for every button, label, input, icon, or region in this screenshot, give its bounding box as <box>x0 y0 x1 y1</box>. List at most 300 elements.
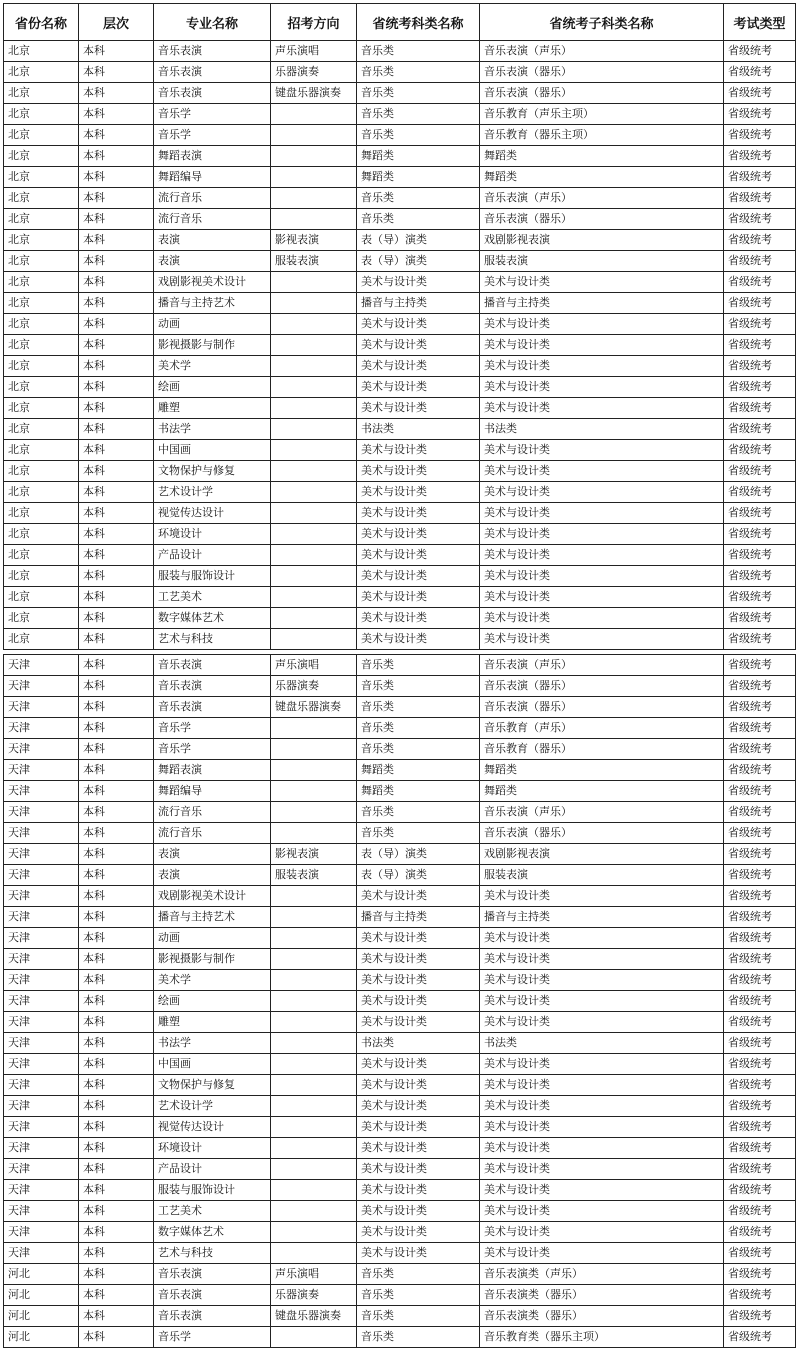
cell-category: 美术与设计类 <box>357 928 480 949</box>
cell-direction: 键盘乐器演奏 <box>271 697 357 718</box>
table-row <box>4 209 796 230</box>
cell-exam-type: 省级统考 <box>724 230 796 251</box>
cell-subcategory: 音乐表演（器乐） <box>480 823 724 844</box>
cell-province: 天津 <box>4 781 79 802</box>
cell-subcategory: 舞蹈类 <box>480 167 724 188</box>
table-row <box>4 251 796 272</box>
cell-province: 天津 <box>4 1075 79 1096</box>
cell-direction: 乐器演奏 <box>271 1285 357 1306</box>
cell-major: 舞蹈编导 <box>154 781 271 802</box>
cell-category: 美术与设计类 <box>357 1138 480 1159</box>
cell-level: 本科 <box>79 1054 154 1075</box>
cell-direction <box>271 608 357 629</box>
cell-subcategory: 美术与设计类 <box>480 1138 724 1159</box>
cell-category: 音乐类 <box>357 655 480 676</box>
cell-major: 戏剧影视美术设计 <box>154 886 271 907</box>
cell-level: 本科 <box>79 293 154 314</box>
cell-level: 本科 <box>79 991 154 1012</box>
table-row <box>4 587 796 608</box>
cell-major: 流行音乐 <box>154 802 271 823</box>
cell-direction <box>271 1033 357 1054</box>
cell-level: 本科 <box>79 1306 154 1327</box>
cell-province: 天津 <box>4 844 79 865</box>
cell-direction <box>271 440 357 461</box>
cell-category: 美术与设计类 <box>357 1201 480 1222</box>
cell-exam-type: 省级统考 <box>724 566 796 587</box>
cell-direction <box>271 566 357 587</box>
cell-subcategory: 美术与设计类 <box>480 356 724 377</box>
cell-direction <box>271 1096 357 1117</box>
cell-province: 天津 <box>4 886 79 907</box>
cell-category: 音乐类 <box>357 1264 480 1285</box>
cell-exam-type: 省级统考 <box>724 272 796 293</box>
cell-direction <box>271 1159 357 1180</box>
cell-direction <box>271 629 357 650</box>
cell-subcategory: 美术与设计类 <box>480 587 724 608</box>
cell-province: 北京 <box>4 251 79 272</box>
cell-category: 舞蹈类 <box>357 781 480 802</box>
cell-level: 本科 <box>79 461 154 482</box>
cell-category: 舞蹈类 <box>357 167 480 188</box>
cell-subcategory: 美术与设计类 <box>480 608 724 629</box>
table-row <box>4 377 796 398</box>
cell-level: 本科 <box>79 419 154 440</box>
cell-major: 产品设计 <box>154 1159 271 1180</box>
cell-category: 音乐类 <box>357 697 480 718</box>
cell-exam-type: 省级统考 <box>724 146 796 167</box>
cell-direction: 声乐演唱 <box>271 41 357 62</box>
cell-level: 本科 <box>79 844 154 865</box>
cell-major: 雕塑 <box>154 1012 271 1033</box>
cell-subcategory: 书法类 <box>480 419 724 440</box>
cell-exam-type: 省级统考 <box>724 949 796 970</box>
cell-category: 表（导）演类 <box>357 230 480 251</box>
cell-subcategory: 美术与设计类 <box>480 398 724 419</box>
cell-category: 音乐类 <box>357 1327 480 1348</box>
cell-direction: 服装表演 <box>271 865 357 886</box>
cell-level: 本科 <box>79 41 154 62</box>
cell-level: 本科 <box>79 655 154 676</box>
cell-category: 美术与设计类 <box>357 440 480 461</box>
cell-direction <box>271 970 357 991</box>
cell-major: 文物保护与修复 <box>154 1075 271 1096</box>
cell-exam-type: 省级统考 <box>724 781 796 802</box>
cell-province: 天津 <box>4 1012 79 1033</box>
cell-exam-type: 省级统考 <box>724 1222 796 1243</box>
cell-exam-type: 省级统考 <box>724 62 796 83</box>
cell-level: 本科 <box>79 907 154 928</box>
cell-level: 本科 <box>79 125 154 146</box>
cell-category: 美术与设计类 <box>357 1243 480 1264</box>
cell-subcategory: 美术与设计类 <box>480 1096 724 1117</box>
cell-category: 表（导）演类 <box>357 865 480 886</box>
cell-subcategory: 音乐表演（器乐） <box>480 209 724 230</box>
cell-subcategory: 美术与设计类 <box>480 566 724 587</box>
cell-subcategory: 音乐表演（声乐） <box>480 41 724 62</box>
cell-direction <box>271 760 357 781</box>
cell-level: 本科 <box>79 62 154 83</box>
cell-major: 环境设计 <box>154 1138 271 1159</box>
cell-level: 本科 <box>79 104 154 125</box>
table-row <box>4 655 796 676</box>
cell-level: 本科 <box>79 1075 154 1096</box>
cell-major: 表演 <box>154 230 271 251</box>
cell-exam-type: 省级统考 <box>724 293 796 314</box>
table-row <box>4 1075 796 1096</box>
cell-province: 天津 <box>4 991 79 1012</box>
cell-major: 服装与服饰设计 <box>154 566 271 587</box>
table-row <box>4 991 796 1012</box>
cell-major: 中国画 <box>154 1054 271 1075</box>
cell-province: 北京 <box>4 104 79 125</box>
cell-exam-type: 省级统考 <box>724 440 796 461</box>
cell-subcategory: 美术与设计类 <box>480 1117 724 1138</box>
cell-major: 美术学 <box>154 356 271 377</box>
cell-major: 影视摄影与制作 <box>154 335 271 356</box>
cell-level: 本科 <box>79 1285 154 1306</box>
cell-exam-type: 省级统考 <box>724 991 796 1012</box>
cell-category: 播音与主持类 <box>357 293 480 314</box>
cell-major: 动画 <box>154 314 271 335</box>
cell-exam-type: 省级统考 <box>724 718 796 739</box>
cell-major: 书法学 <box>154 1033 271 1054</box>
cell-level: 本科 <box>79 1096 154 1117</box>
cell-direction <box>271 398 357 419</box>
cell-subcategory: 美术与设计类 <box>480 1180 724 1201</box>
cell-province: 天津 <box>4 928 79 949</box>
cell-exam-type: 省级统考 <box>724 41 796 62</box>
cell-subcategory: 美术与设计类 <box>480 272 724 293</box>
cell-exam-type: 省级统考 <box>724 356 796 377</box>
header-row <box>4 4 796 41</box>
cell-major: 表演 <box>154 251 271 272</box>
table-row <box>4 524 796 545</box>
cell-subcategory: 美术与设计类 <box>480 1243 724 1264</box>
cell-province: 天津 <box>4 1138 79 1159</box>
header-subcategory: 省统考子科类名称 <box>480 4 724 41</box>
table-row <box>4 62 796 83</box>
cell-province: 北京 <box>4 356 79 377</box>
cell-exam-type: 省级统考 <box>724 335 796 356</box>
cell-subcategory: 美术与设计类 <box>480 1222 724 1243</box>
cell-direction <box>271 293 357 314</box>
cell-category: 播音与主持类 <box>357 907 480 928</box>
cell-major: 环境设计 <box>154 524 271 545</box>
table-row <box>4 272 796 293</box>
cell-exam-type: 省级统考 <box>724 697 796 718</box>
table-row <box>4 188 796 209</box>
cell-province: 北京 <box>4 41 79 62</box>
cell-direction <box>271 1138 357 1159</box>
cell-subcategory: 美术与设计类 <box>480 503 724 524</box>
table-row <box>4 230 796 251</box>
cell-level: 本科 <box>79 209 154 230</box>
cell-province: 北京 <box>4 398 79 419</box>
cell-category: 美术与设计类 <box>357 1075 480 1096</box>
cell-category: 美术与设计类 <box>357 503 480 524</box>
cell-subcategory: 服装表演 <box>480 251 724 272</box>
cell-major: 艺术与科技 <box>154 1243 271 1264</box>
cell-exam-type: 省级统考 <box>724 970 796 991</box>
cell-subcategory: 音乐表演（器乐） <box>480 676 724 697</box>
cell-major: 舞蹈编导 <box>154 167 271 188</box>
cell-category: 音乐类 <box>357 188 480 209</box>
cell-direction <box>271 1201 357 1222</box>
admissions-table <box>3 3 796 1348</box>
cell-category: 美术与设计类 <box>357 1222 480 1243</box>
cell-subcategory: 舞蹈类 <box>480 781 724 802</box>
table-row <box>4 461 796 482</box>
cell-province: 北京 <box>4 62 79 83</box>
cell-direction <box>271 928 357 949</box>
table-row <box>4 41 796 62</box>
table-row <box>4 608 796 629</box>
cell-subcategory: 美术与设计类 <box>480 886 724 907</box>
cell-subcategory: 音乐表演类（器乐） <box>480 1306 724 1327</box>
cell-subcategory: 美术与设计类 <box>480 1159 724 1180</box>
cell-exam-type: 省级统考 <box>724 125 796 146</box>
cell-exam-type: 省级统考 <box>724 886 796 907</box>
cell-direction <box>271 104 357 125</box>
cell-category: 美术与设计类 <box>357 524 480 545</box>
cell-province: 天津 <box>4 760 79 781</box>
cell-province: 北京 <box>4 146 79 167</box>
cell-province: 天津 <box>4 802 79 823</box>
cell-major: 绘画 <box>154 377 271 398</box>
cell-major: 动画 <box>154 928 271 949</box>
cell-direction <box>271 461 357 482</box>
cell-major: 音乐表演 <box>154 62 271 83</box>
cell-province: 天津 <box>4 1096 79 1117</box>
cell-direction <box>271 1327 357 1348</box>
cell-direction <box>271 335 357 356</box>
cell-subcategory: 美术与设计类 <box>480 377 724 398</box>
cell-exam-type: 省级统考 <box>724 377 796 398</box>
cell-subcategory: 音乐表演类（声乐） <box>480 1264 724 1285</box>
cell-province: 北京 <box>4 545 79 566</box>
cell-direction: 乐器演奏 <box>271 62 357 83</box>
cell-level: 本科 <box>79 823 154 844</box>
cell-subcategory: 音乐表演（器乐） <box>480 62 724 83</box>
cell-level: 本科 <box>79 167 154 188</box>
cell-major: 舞蹈表演 <box>154 146 271 167</box>
cell-major: 音乐学 <box>154 1327 271 1348</box>
cell-level: 本科 <box>79 1243 154 1264</box>
cell-category: 美术与设计类 <box>357 482 480 503</box>
table-row <box>4 629 796 650</box>
table-row <box>4 356 796 377</box>
cell-direction: 键盘乐器演奏 <box>271 83 357 104</box>
cell-level: 本科 <box>79 503 154 524</box>
cell-subcategory: 戏剧影视表演 <box>480 230 724 251</box>
cell-category: 美术与设计类 <box>357 1180 480 1201</box>
cell-province: 河北 <box>4 1285 79 1306</box>
cell-exam-type: 省级统考 <box>724 1201 796 1222</box>
cell-province: 北京 <box>4 293 79 314</box>
cell-province: 天津 <box>4 1222 79 1243</box>
cell-category: 表（导）演类 <box>357 251 480 272</box>
cell-province: 北京 <box>4 83 79 104</box>
cell-major: 艺术设计学 <box>154 1096 271 1117</box>
cell-direction: 影视表演 <box>271 230 357 251</box>
cell-exam-type: 省级统考 <box>724 629 796 650</box>
cell-direction <box>271 209 357 230</box>
cell-major: 音乐表演 <box>154 1264 271 1285</box>
cell-category: 舞蹈类 <box>357 760 480 781</box>
cell-province: 天津 <box>4 1033 79 1054</box>
table-row <box>4 676 796 697</box>
table-row <box>4 1159 796 1180</box>
cell-level: 本科 <box>79 377 154 398</box>
cell-level: 本科 <box>79 718 154 739</box>
cell-subcategory: 音乐教育（声乐） <box>480 718 724 739</box>
cell-exam-type: 省级统考 <box>724 1264 796 1285</box>
cell-category: 美术与设计类 <box>357 1054 480 1075</box>
cell-major: 播音与主持艺术 <box>154 907 271 928</box>
cell-subcategory: 播音与主持类 <box>480 907 724 928</box>
cell-province: 北京 <box>4 377 79 398</box>
cell-direction <box>271 823 357 844</box>
cell-exam-type: 省级统考 <box>724 865 796 886</box>
cell-exam-type: 省级统考 <box>724 1285 796 1306</box>
table-row <box>4 1117 796 1138</box>
table-row <box>4 1096 796 1117</box>
cell-category: 音乐类 <box>357 1306 480 1327</box>
cell-exam-type: 省级统考 <box>724 844 796 865</box>
cell-level: 本科 <box>79 865 154 886</box>
cell-exam-type: 省级统考 <box>724 503 796 524</box>
table-row <box>4 739 796 760</box>
cell-exam-type: 省级统考 <box>724 1243 796 1264</box>
cell-major: 播音与主持艺术 <box>154 293 271 314</box>
table-row <box>4 335 796 356</box>
cell-province: 北京 <box>4 209 79 230</box>
cell-province: 北京 <box>4 629 79 650</box>
table-row <box>4 970 796 991</box>
cell-level: 本科 <box>79 230 154 251</box>
cell-level: 本科 <box>79 482 154 503</box>
table-row <box>4 1264 796 1285</box>
cell-category: 美术与设计类 <box>357 886 480 907</box>
cell-level: 本科 <box>79 781 154 802</box>
cell-subcategory: 音乐教育（器乐） <box>480 739 724 760</box>
cell-province: 天津 <box>4 1159 79 1180</box>
table-row <box>4 697 796 718</box>
header-province: 省份名称 <box>4 4 79 41</box>
cell-exam-type: 省级统考 <box>724 1012 796 1033</box>
cell-major: 音乐表演 <box>154 83 271 104</box>
table-row <box>4 566 796 587</box>
cell-subcategory: 舞蹈类 <box>480 146 724 167</box>
cell-province: 北京 <box>4 524 79 545</box>
table-row <box>4 1201 796 1222</box>
cell-category: 音乐类 <box>357 718 480 739</box>
cell-major: 艺术与科技 <box>154 629 271 650</box>
cell-subcategory: 音乐表演（声乐） <box>480 655 724 676</box>
cell-direction <box>271 802 357 823</box>
cell-direction <box>271 781 357 802</box>
cell-province: 天津 <box>4 697 79 718</box>
cell-major: 音乐表演 <box>154 1306 271 1327</box>
cell-subcategory: 美术与设计类 <box>480 949 724 970</box>
cell-province: 北京 <box>4 167 79 188</box>
cell-direction <box>271 545 357 566</box>
cell-level: 本科 <box>79 188 154 209</box>
cell-subcategory: 音乐表演（声乐） <box>480 188 724 209</box>
cell-direction <box>271 1222 357 1243</box>
table-row <box>4 907 796 928</box>
cell-level: 本科 <box>79 970 154 991</box>
cell-level: 本科 <box>79 398 154 419</box>
cell-level: 本科 <box>79 928 154 949</box>
table-row <box>4 865 796 886</box>
table-row <box>4 781 796 802</box>
cell-major: 文物保护与修复 <box>154 461 271 482</box>
cell-subcategory: 美术与设计类 <box>480 1201 724 1222</box>
table-row <box>4 1243 796 1264</box>
cell-exam-type: 省级统考 <box>724 251 796 272</box>
cell-subcategory: 音乐表演（器乐） <box>480 83 724 104</box>
cell-category: 美术与设计类 <box>357 1096 480 1117</box>
cell-exam-type: 省级统考 <box>724 1075 796 1096</box>
table-row <box>4 545 796 566</box>
table-row <box>4 1285 796 1306</box>
cell-direction <box>271 949 357 970</box>
cell-major: 绘画 <box>154 991 271 1012</box>
cell-subcategory: 音乐表演（声乐） <box>480 802 724 823</box>
cell-exam-type: 省级统考 <box>724 524 796 545</box>
cell-exam-type: 省级统考 <box>724 314 796 335</box>
cell-province: 北京 <box>4 125 79 146</box>
cell-category: 美术与设计类 <box>357 335 480 356</box>
cell-direction: 影视表演 <box>271 844 357 865</box>
table-row <box>4 1180 796 1201</box>
cell-subcategory: 舞蹈类 <box>480 760 724 781</box>
cell-direction <box>271 739 357 760</box>
cell-level: 本科 <box>79 1264 154 1285</box>
cell-province: 天津 <box>4 739 79 760</box>
table-row <box>4 125 796 146</box>
cell-level: 本科 <box>79 608 154 629</box>
cell-direction: 乐器演奏 <box>271 676 357 697</box>
cell-province: 天津 <box>4 1117 79 1138</box>
cell-major: 音乐学 <box>154 104 271 125</box>
cell-province: 北京 <box>4 461 79 482</box>
cell-major: 数字媒体艺术 <box>154 1222 271 1243</box>
table-row <box>4 760 796 781</box>
header-exam-type: 考试类型 <box>724 4 796 41</box>
cell-province: 天津 <box>4 718 79 739</box>
table-row <box>4 419 796 440</box>
cell-subcategory: 美术与设计类 <box>480 629 724 650</box>
cell-subcategory: 美术与设计类 <box>480 1075 724 1096</box>
cell-major: 视觉传达设计 <box>154 503 271 524</box>
cell-level: 本科 <box>79 1117 154 1138</box>
cell-province: 北京 <box>4 188 79 209</box>
table-row <box>4 1306 796 1327</box>
cell-category: 音乐类 <box>357 83 480 104</box>
cell-major: 流行音乐 <box>154 188 271 209</box>
cell-exam-type: 省级统考 <box>724 823 796 844</box>
cell-category: 音乐类 <box>357 823 480 844</box>
cell-direction: 键盘乐器演奏 <box>271 1306 357 1327</box>
table-row <box>4 440 796 461</box>
cell-direction <box>271 482 357 503</box>
cell-exam-type: 省级统考 <box>724 1306 796 1327</box>
cell-level: 本科 <box>79 1033 154 1054</box>
table-row <box>4 293 796 314</box>
cell-exam-type: 省级统考 <box>724 1096 796 1117</box>
